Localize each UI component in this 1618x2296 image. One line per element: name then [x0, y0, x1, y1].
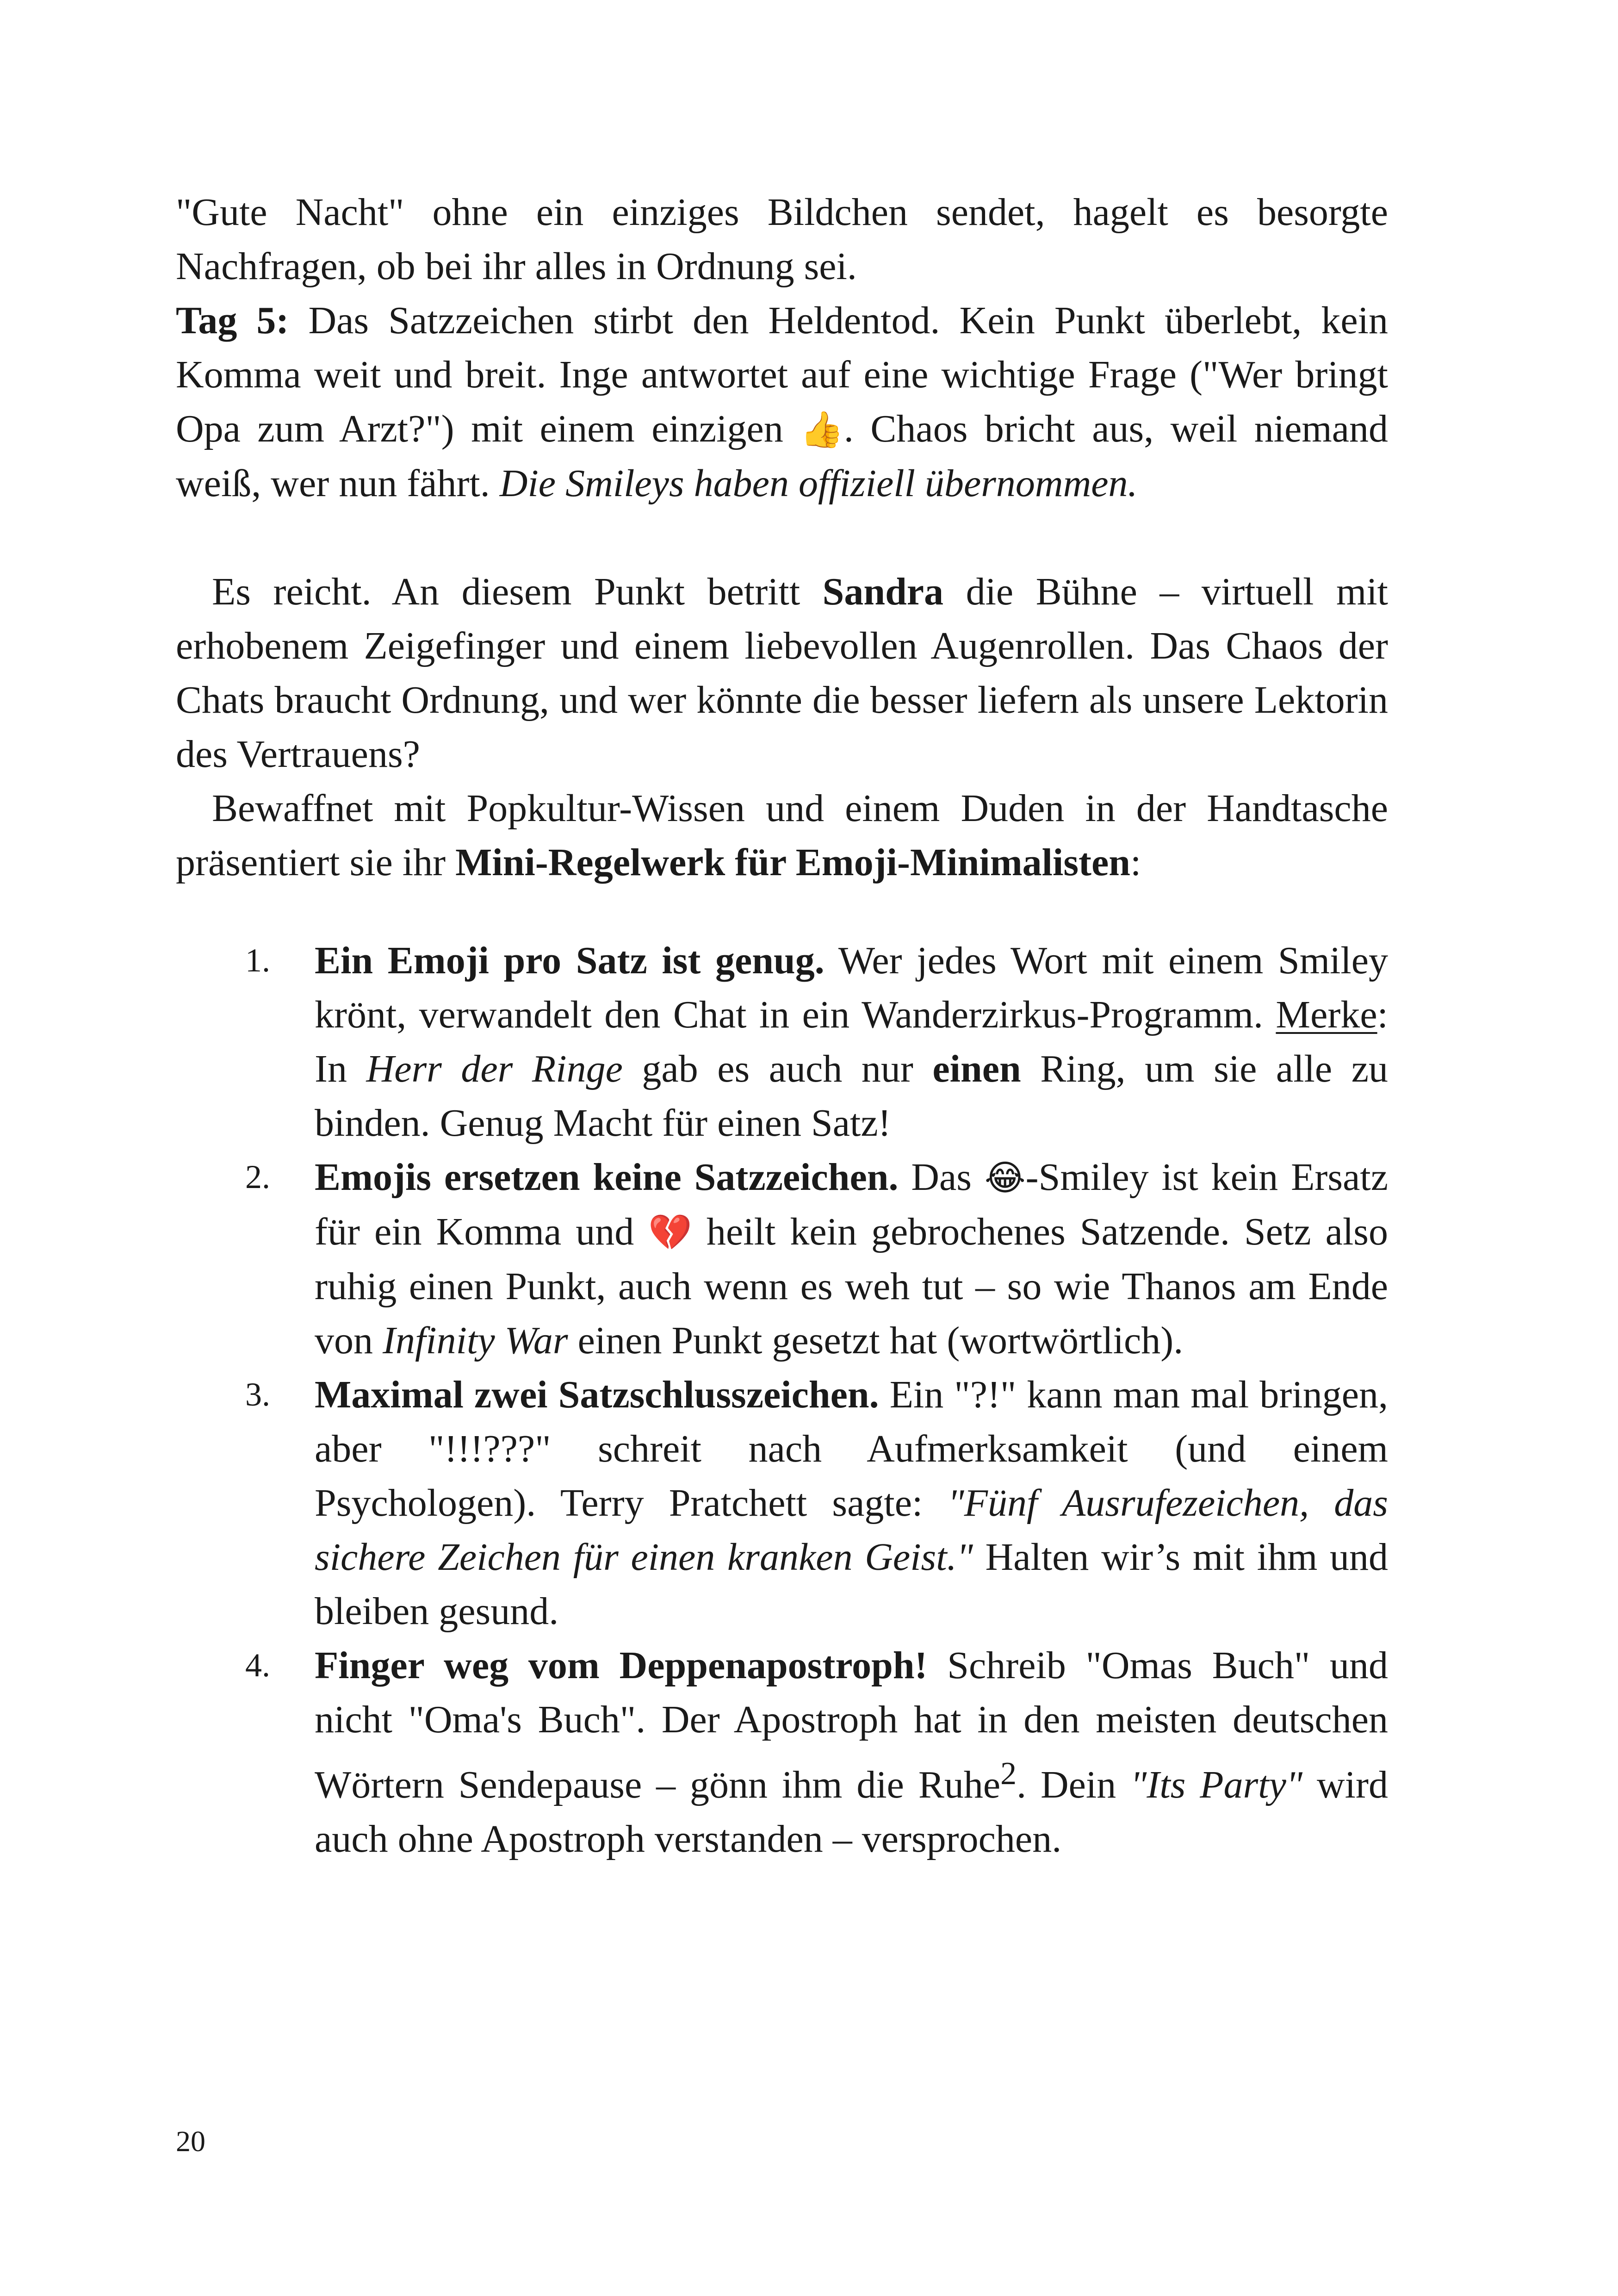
paragraph-regelwerk: Bewaffnet mit Popkultur-Wissen und einem Duden in der Handtasche präsentiert sie ihr Mini-Regelwerk für Emoji-Minimalisten:	[176, 787, 1388, 884]
list-number: 1.	[245, 942, 270, 979]
body-text	[176, 185, 1388, 1866]
day-label: Tag 5:	[176, 299, 289, 342]
paragraph-day-5: Tag 5: Das Satzzeichen stirbt den Heldentod. Kein Punkt überlebt, kein Komma weit und breit. Inge antwortet auf eine wichtige Frage ("Wer bringt Opa zum Arzt?") mit einem einzigen 👍. Chaos bricht aus, weil niemand weiß, wer nun fährt. Die Smileys haben offiziell übernommen.	[176, 299, 1388, 505]
list-number: 4.	[245, 1647, 270, 1684]
paragraph-continuation: "Gute Nacht" ohne ein einziges Bildchen sendet, hagelt es besorgte Nachfragen, ob bei ihr alles in Ordnung sei.	[176, 191, 1388, 288]
broken-heart-icon: 💔	[648, 1212, 692, 1253]
paragraph-sandra: Es reicht. An diesem Punkt betritt Sandra die Bühne – virtuell mit erhobenem Zeigefinger und einem liebevollen Augenrollen. Das Chaos der Chats braucht Ordnung, und wer könnte die besser liefern als unsere Lektorin des Vertrauens?	[176, 570, 1388, 776]
list-number: 3.	[245, 1376, 270, 1413]
list-item: 3. Maximal zwei Satzschlusszeichen. Ein "?!" kann man mal bringen, aber "!!!???" schreit nach Aufmerksamkeit (und einem Psychologen). Terry Pratchett sagte: "Fünf Ausrufezeichen, das sichere Zeichen für einen kranken Geist." Halten wir’s mit ihm und bleiben gesund.	[176, 1368, 1388, 1638]
list-item: 2. Emojis ersetzen keine Satzzeichen. Das 😂-Smiley ist kein Ersatz für ein Komma und 💔 heilt kein gebrochenes Satzende. Setz also ruhig einen Punkt, auch wenn es weh tut – so wie Thanos am Ende von Infinity War einen Punkt gesetzt hat (wortwörtlich).	[176, 1150, 1388, 1368]
merke-underlined: Merke	[1276, 993, 1377, 1036]
regelwerk-title: Mini-Regelwerk für Emoji-Minimalisten	[455, 841, 1131, 884]
list-number: 2.	[245, 1158, 270, 1195]
page-number: 20	[176, 2125, 205, 2158]
laughing-tears-icon: 😂	[984, 1157, 1026, 1198]
footnote-marker[interactable]: 2	[1000, 1756, 1017, 1792]
list-item: 1. Ein Emoji pro Satz ist genug. Wer jedes Wort mit einem Smiley krönt, verwandelt den Chat in ein Wanderzirkus-Programm. Merke: In Herr der Ringe gab es auch nur einen Ring, um sie alle zu binden. Genug Macht für einen Satz!	[176, 933, 1388, 1150]
sandra-name: Sandra	[822, 570, 944, 613]
list-item: 4. Finger weg vom Deppenapostroph! Schreib "Omas Buch" und nicht "Oma's Buch". Der Apostroph hat in den meisten deutschen Wörtern Sendepause – gönn ihm die Ruhe$^2$. Dein "Its Party" wird auch ohne Apostroph verstanden – versprochen.	[176, 1638, 1388, 1866]
thumbs-up-icon: 👍	[800, 409, 844, 450]
rules-list	[176, 933, 1388, 1866]
